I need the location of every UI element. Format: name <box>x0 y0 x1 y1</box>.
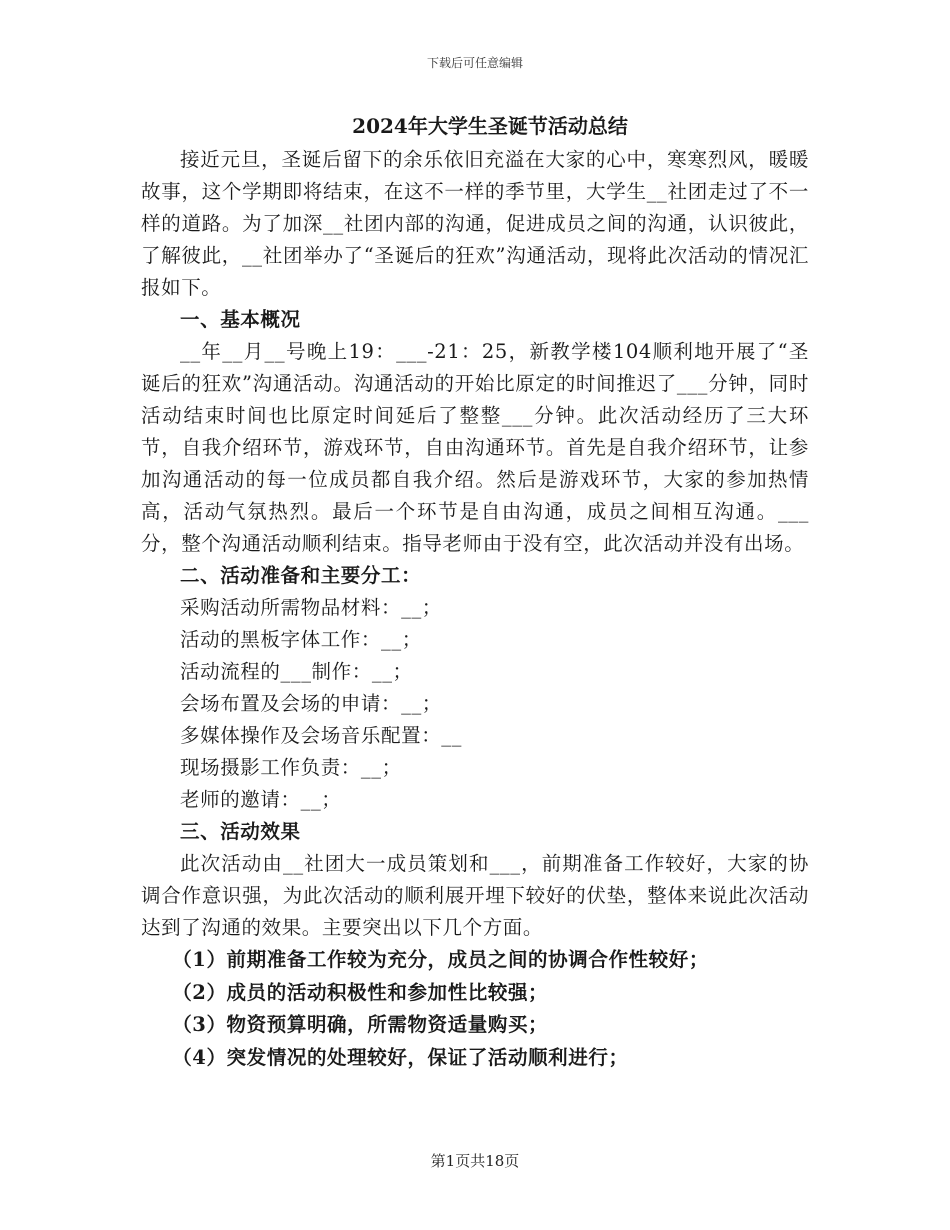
section2-heading: 二、活动准备和主要分工： <box>180 564 422 587</box>
effect-point: （2）成员的活动积极性和参加性比较强； <box>172 980 549 1004</box>
page-number: 第1页共18页 <box>430 1152 520 1170</box>
document-body <box>141 108 809 1074</box>
effect-point: （1）前期准备工作较为充分，成员之间的协调合作性较好； <box>172 948 709 971</box>
division-item: 多媒体操作及会场音乐配置：__ <box>180 724 463 747</box>
section1-heading: 一、基本概况 <box>180 308 301 331</box>
document-title: 2024年大学生圣诞节活动总结 <box>352 114 628 138</box>
header-note: 下载后可任意编辑 <box>426 56 523 70</box>
effect-point: （3）物资预算明确，所需物资适量购买； <box>172 1013 549 1036</box>
effect-point: （4）突发情况的处理较好，保证了活动顺利进行； <box>172 1045 629 1069</box>
division-item: 采购活动所需物品材料：__； <box>180 596 442 619</box>
section3-heading: 三、活动效果 <box>180 820 301 843</box>
intro-paragraph: 接近元旦，圣诞后留下的余乐依旧充溢在大家的心中，寒寒烈风，暖暖故事，这个学期即将结束，在这不一样的季节里，大学生__社团走过了不一样的道路。为了加深__社团内部的沟通，促进成员之间的沟通，认识彼此，了解彼此，__社团举办了“圣诞后的狂欢”沟通活动，现将此次活动的情况汇报如下。 <box>141 148 809 299</box>
division-item: 现场摄影工作负责：__； <box>180 756 402 779</box>
division-item: 活动流程的___制作：__； <box>180 660 413 683</box>
division-item: 会场布置及会场的申请：__； <box>180 692 442 715</box>
section1-paragraph: __年__月__号晚上19：___-21：25，新教学楼104顺利地开展了“圣诞后的狂欢”沟通活动。沟通活动的开始比原定的时间推迟了___分钟，同时活动结束时间也比原定时间延后了整整___分钟。此次活动经历了三大环节，自我介绍环节，游戏环节，自由沟通环节。首先是自我介绍环节，让参加沟通活动的每一位成员都自我介绍。然后是游戏环节，大家的参加热情高，活动气氛热烈。最后一个环节是自由沟通，成员之间相互沟通。___分，整个沟通活动顺利结束。指导老师由于没有空，此次活动并没有出场。 <box>141 340 809 555</box>
division-item: 老师的邀请：__； <box>180 788 342 811</box>
division-item: 活动的黑板字体工作：__； <box>180 628 422 651</box>
section3-paragraph: 此次活动由__社团大一成员策划和___，前期准备工作较好，大家的协调合作意识强，为此次活动的顺利展开埋下较好的伏垫，整体来说此次活动达到了沟通的效果。主要突出以下几个方面。 <box>141 852 809 939</box>
